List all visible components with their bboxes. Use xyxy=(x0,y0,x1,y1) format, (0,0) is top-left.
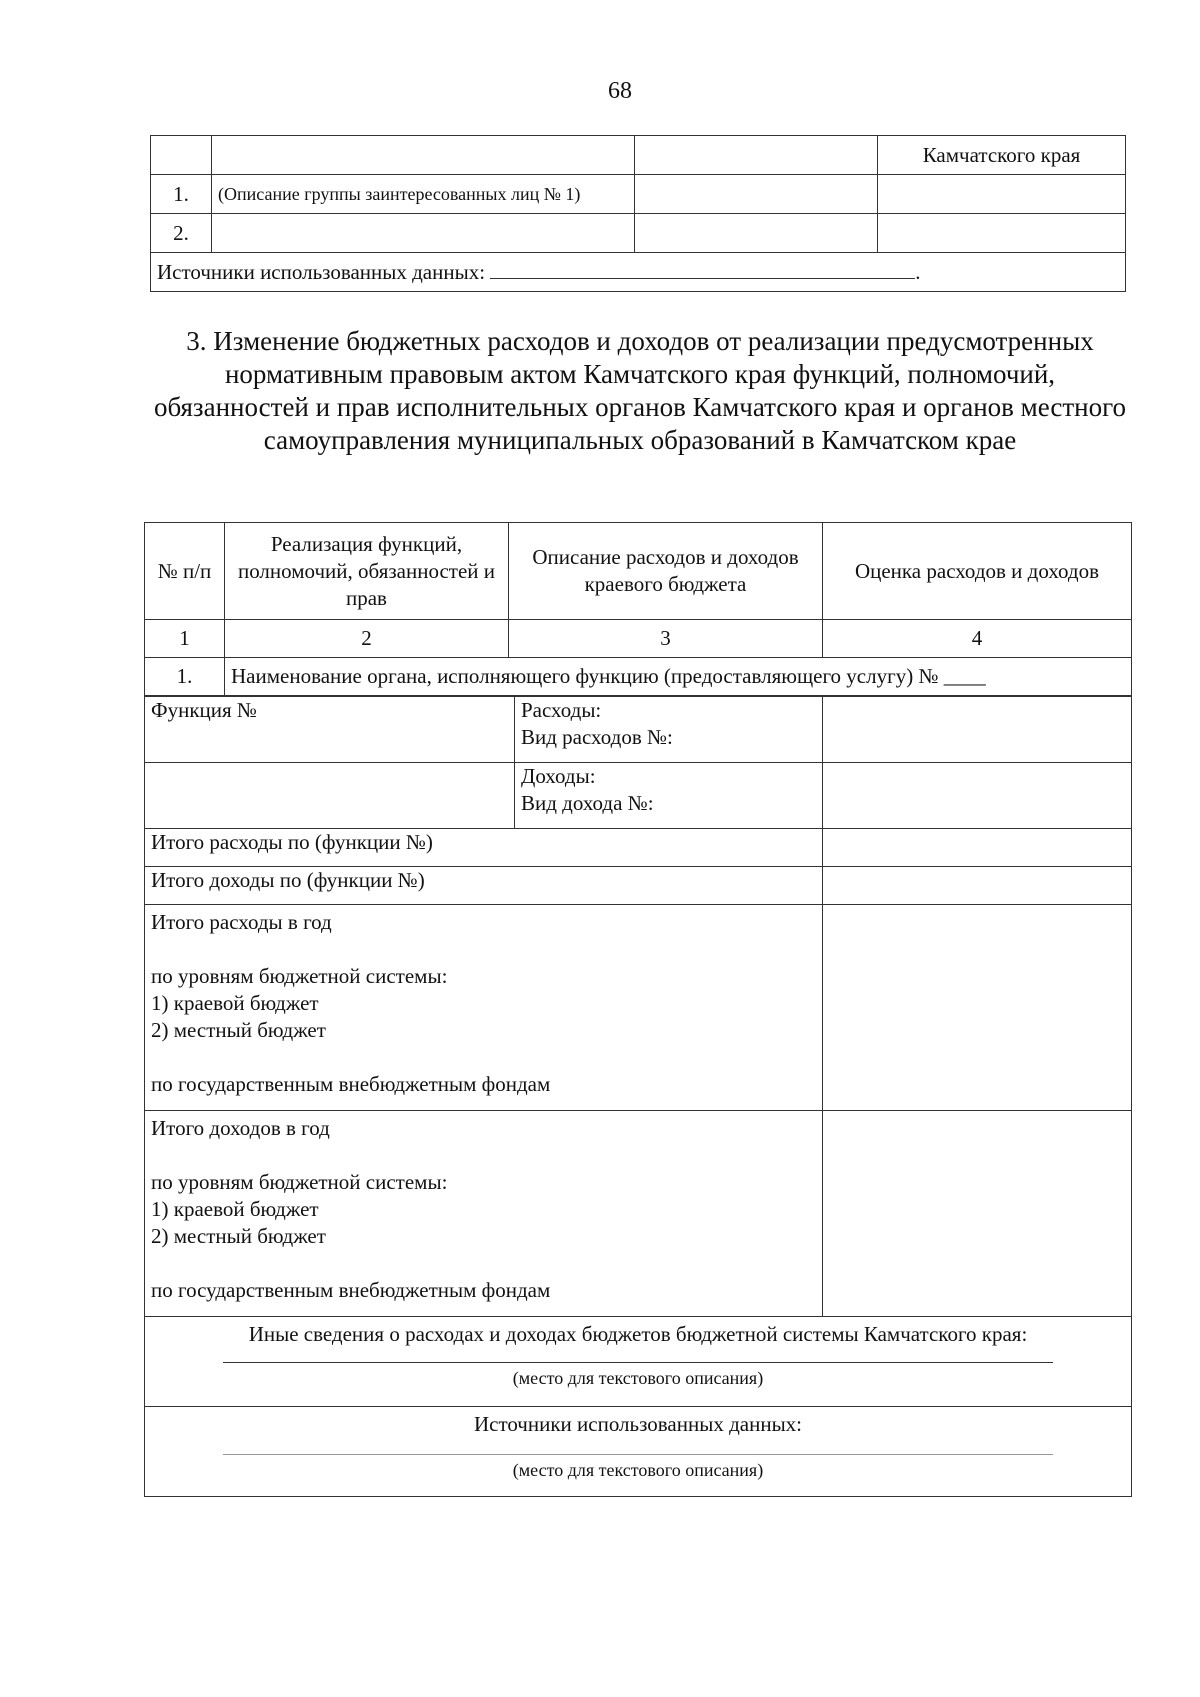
stakeholders-table xyxy=(150,135,1126,292)
column-number: 4 xyxy=(823,620,1132,658)
table-row xyxy=(145,763,1132,829)
placeholder-caption: (место для текстового описания) xyxy=(512,1460,764,1480)
budget-table-body xyxy=(144,696,1132,1497)
table-row xyxy=(145,905,1132,1111)
table-cell xyxy=(635,214,878,253)
row-number: 1. xyxy=(145,658,225,696)
table-cell xyxy=(151,136,212,175)
expenses-title: Расходы: xyxy=(521,698,602,722)
local-budget-item: 2) местный бюджет xyxy=(151,1224,326,1248)
row-number: 2. xyxy=(151,214,212,253)
total-expenses-function: Итого расходы по (функции №) xyxy=(145,829,823,867)
table-cell xyxy=(145,763,515,829)
total-expenses-year-title: Итого расходы в год xyxy=(151,910,332,934)
header-description: Описание расходов и доходов краевого бюджета xyxy=(509,523,823,620)
table-cell xyxy=(823,905,1132,1111)
placeholder-caption: (место для текстового описания) xyxy=(512,1368,764,1388)
expenses-type: Вид расходов №: xyxy=(521,725,673,749)
table-cell xyxy=(823,697,1132,763)
column-number: 3 xyxy=(509,620,823,658)
other-info-label: Иные сведения о расходах и доходах бюджетов бюджетной системы Камчатского края: xyxy=(248,1322,1028,1346)
text-fill-line xyxy=(223,1454,1053,1455)
column-header-region: Камчатского края xyxy=(878,136,1126,175)
sources-label: Источники использованных данных: xyxy=(157,260,486,284)
table-row xyxy=(145,829,1132,867)
income-type: Вид дохода №: xyxy=(521,791,654,815)
table-row xyxy=(145,1317,1132,1407)
budget-levels-label: по уровням бюджетной системы: xyxy=(151,1170,448,1194)
total-income-function: Итого доходы по (функции №) xyxy=(145,867,823,905)
table-cell xyxy=(635,136,878,175)
row-number: 1. xyxy=(151,175,212,214)
column-number: 1 xyxy=(145,620,225,658)
budget-levels-label: по уровням бюджетной системы: xyxy=(151,964,448,988)
total-income-year xyxy=(145,1111,823,1317)
table-row xyxy=(145,697,1132,763)
header-functions: Реализация функций, полномочий, обязанностей и прав xyxy=(225,523,509,620)
header-number: № п/п xyxy=(145,523,225,620)
income-title: Доходы: xyxy=(521,764,596,788)
table-cell xyxy=(878,214,1126,253)
sources-cell xyxy=(145,1407,1132,1497)
table-row xyxy=(151,214,1126,253)
other-info-cell xyxy=(145,1317,1132,1407)
sources-label: Источники использованных данных: xyxy=(473,1412,803,1436)
text-fill-line xyxy=(223,1362,1053,1363)
column-numbers-row xyxy=(145,620,1132,658)
table-row xyxy=(145,1111,1132,1317)
stakeholder-description xyxy=(212,214,635,253)
sources-end: . xyxy=(915,260,921,284)
function-label: Функция № xyxy=(145,697,515,763)
regional-budget-item: 1) краевой бюджет xyxy=(151,991,319,1015)
total-expenses-year xyxy=(145,905,823,1111)
organ-row xyxy=(145,658,1132,696)
spacer xyxy=(151,1044,816,1071)
spacer xyxy=(151,936,816,963)
extrabudgetary-funds: по государственным внебюджетным фондам xyxy=(151,1072,551,1096)
sources-fill-line xyxy=(490,258,915,279)
organ-name: Наименование органа, исполняющего функцию (предоставляющего услугу) № ____ xyxy=(225,658,1132,696)
table-cell xyxy=(823,1111,1132,1317)
total-income-year-title: Итого доходов в год xyxy=(151,1116,330,1140)
table-cell xyxy=(878,175,1126,214)
table-row xyxy=(145,1407,1132,1497)
extrabudgetary-funds: по государственным внебюджетным фондам xyxy=(151,1278,551,1302)
section-title: 3. Изменение бюджетных расходов и доходов от реализации предусмотренных нормативным правовым актом Камчатского края функций, полномочий, обязанностей и прав исполнительных органов Камчатского края и органов местного самоуправления муниципальных образований в Камчатском крае xyxy=(153,326,1127,455)
table-header-row xyxy=(145,523,1132,620)
header-assessment: Оценка расходов и доходов xyxy=(823,523,1132,620)
table-row xyxy=(151,136,1126,175)
page-number: 68 xyxy=(608,78,632,104)
regional-budget-item: 1) краевой бюджет xyxy=(151,1197,319,1221)
stakeholder-description: (Описание группы заинтересованных лиц № 1) xyxy=(212,175,635,214)
income-cell xyxy=(515,763,823,829)
table-cell xyxy=(635,175,878,214)
spacer xyxy=(151,1250,816,1277)
table-row xyxy=(151,253,1126,292)
spacer xyxy=(151,1142,816,1169)
table-cell xyxy=(823,867,1132,905)
local-budget-item: 2) местный бюджет xyxy=(151,1018,326,1042)
expenses-cell xyxy=(515,697,823,763)
budget-table xyxy=(144,522,1132,696)
table-row xyxy=(151,175,1126,214)
table-cell xyxy=(823,763,1132,829)
sources-row xyxy=(151,253,1126,292)
table-cell xyxy=(212,136,635,175)
table-row xyxy=(145,867,1132,905)
column-number: 2 xyxy=(225,620,509,658)
table-cell xyxy=(823,829,1132,867)
